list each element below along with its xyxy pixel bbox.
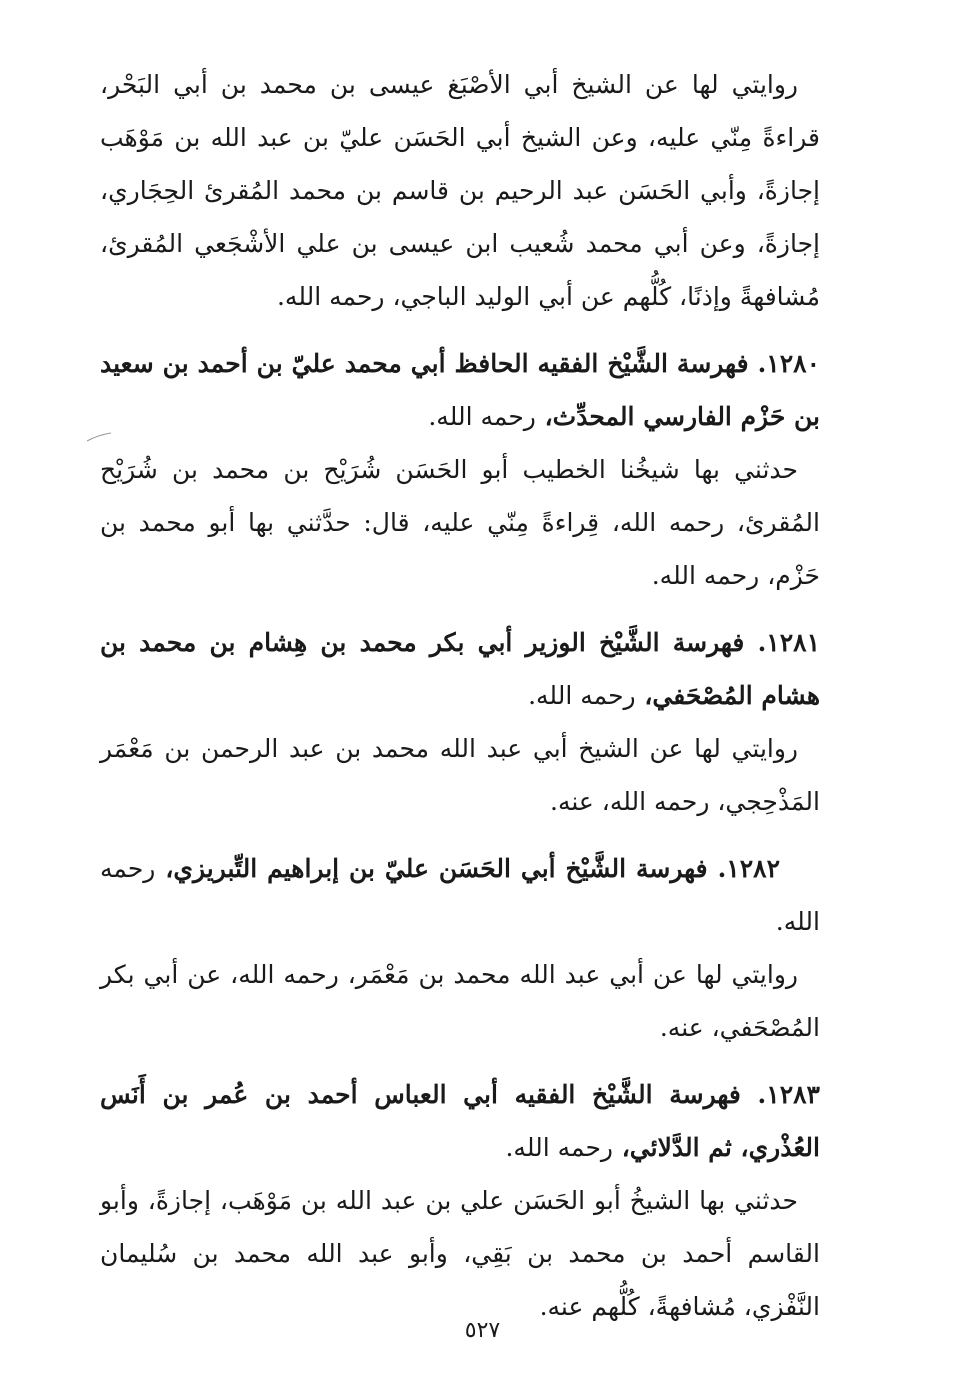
page-number: ٥٢٧: [464, 1318, 501, 1343]
entry-1282: [100, 842, 820, 948]
entry-blessing: رحمه الله.: [505, 1133, 613, 1162]
entry-1280: [100, 337, 820, 443]
paragraph-1: روايتي لها عن الشيخ أبي الأصْبَغ عيسى بن محمد بن أبي البَحْر، قراءةً مِنّي عليه، وعن الشيخ أبي الحَسَن عليّ بن عبد الله بن مَوْهَب إجازةً، وأبي الحَسَن عبد الرحيم بن قاسم بن محمد المُقرئ الحِجَاري، إجازةً، وعن أبي محمد شُعيب ابن عيسى بن علي الأشْجَعي المُقرئ، مُشافهةً وإذنًا، كُلُّهم عن أبي الوليد الباجي، رحمه الله.: [100, 70, 820, 311]
entry-title: فهرسة الشَّيْخ الفقيه أبي العباس أحمد بن عُمر بن أَنَس العُذْري، ثم الدَّلائي،: [100, 1080, 820, 1162]
entry-number: ١٢٨٠.: [757, 349, 820, 378]
entry-blessing: رحمه الله.: [428, 402, 536, 431]
main-text: [100, 58, 820, 1333]
entry-1283: [100, 1068, 820, 1174]
paragraph-5: حدثني بها الشيخُ أبو الحَسَن علي بن عبد الله بن مَوْهَب، إجازةً، وأبو القاسم أحمد بن محمد بن بَقِي، وأبو عبد الله محمد بن سُليمان النَّفْزي، مُشافهةً، كُلُّهم عنه.: [100, 1186, 820, 1321]
entry-number: ١٢٨٣.: [757, 1080, 820, 1109]
paragraph-4: روايتي لها عن أبي عبد الله محمد بن مَعْمَر، رحمه الله، عن أبي بكر المُصْحَفي، عنه.: [100, 960, 820, 1042]
paragraph-2: حدثني بها شيخُنا الخطيب أبو الحَسَن شُرَيْح بن محمد بن شُرَيْح المُقرئ، رحمه الله، قِراءةً مِنّي عليه، قال: حدَّثني بها أبو محمد بن حَزْم، رحمه الله.: [100, 455, 820, 590]
entry-blessing: رحمه الله.: [100, 854, 820, 936]
entry-number: ١٢٨٢.: [717, 854, 780, 883]
entry-blessing: رحمه الله.: [528, 681, 636, 710]
entry-title: فهرسة الشَّيْخ الوزير أبي بكر محمد بن هِشام بن محمد بن هشام المُصْحَفي،: [100, 628, 820, 710]
entry-1281: [100, 616, 820, 722]
paragraph-3: روايتي لها عن الشيخ أبي عبد الله محمد بن عبد الرحمن بن مَعْمَر المَذْحِجي، رحمه الله، عنه.: [100, 734, 820, 816]
entry-title: فهرسة الشَّيْخ الفقيه الحافظ أبي محمد عليّ بن أحمد بن سعيد بن حَزْم الفارسي المحدِّث،: [100, 349, 820, 431]
entry-number: ١٢٨١.: [757, 628, 820, 657]
entry-title: فهرسة الشَّيْخ أبي الحَسَن عليّ بن إبراهيم التِّبريزي،: [165, 854, 708, 883]
stray-pen-mark: [86, 432, 112, 442]
